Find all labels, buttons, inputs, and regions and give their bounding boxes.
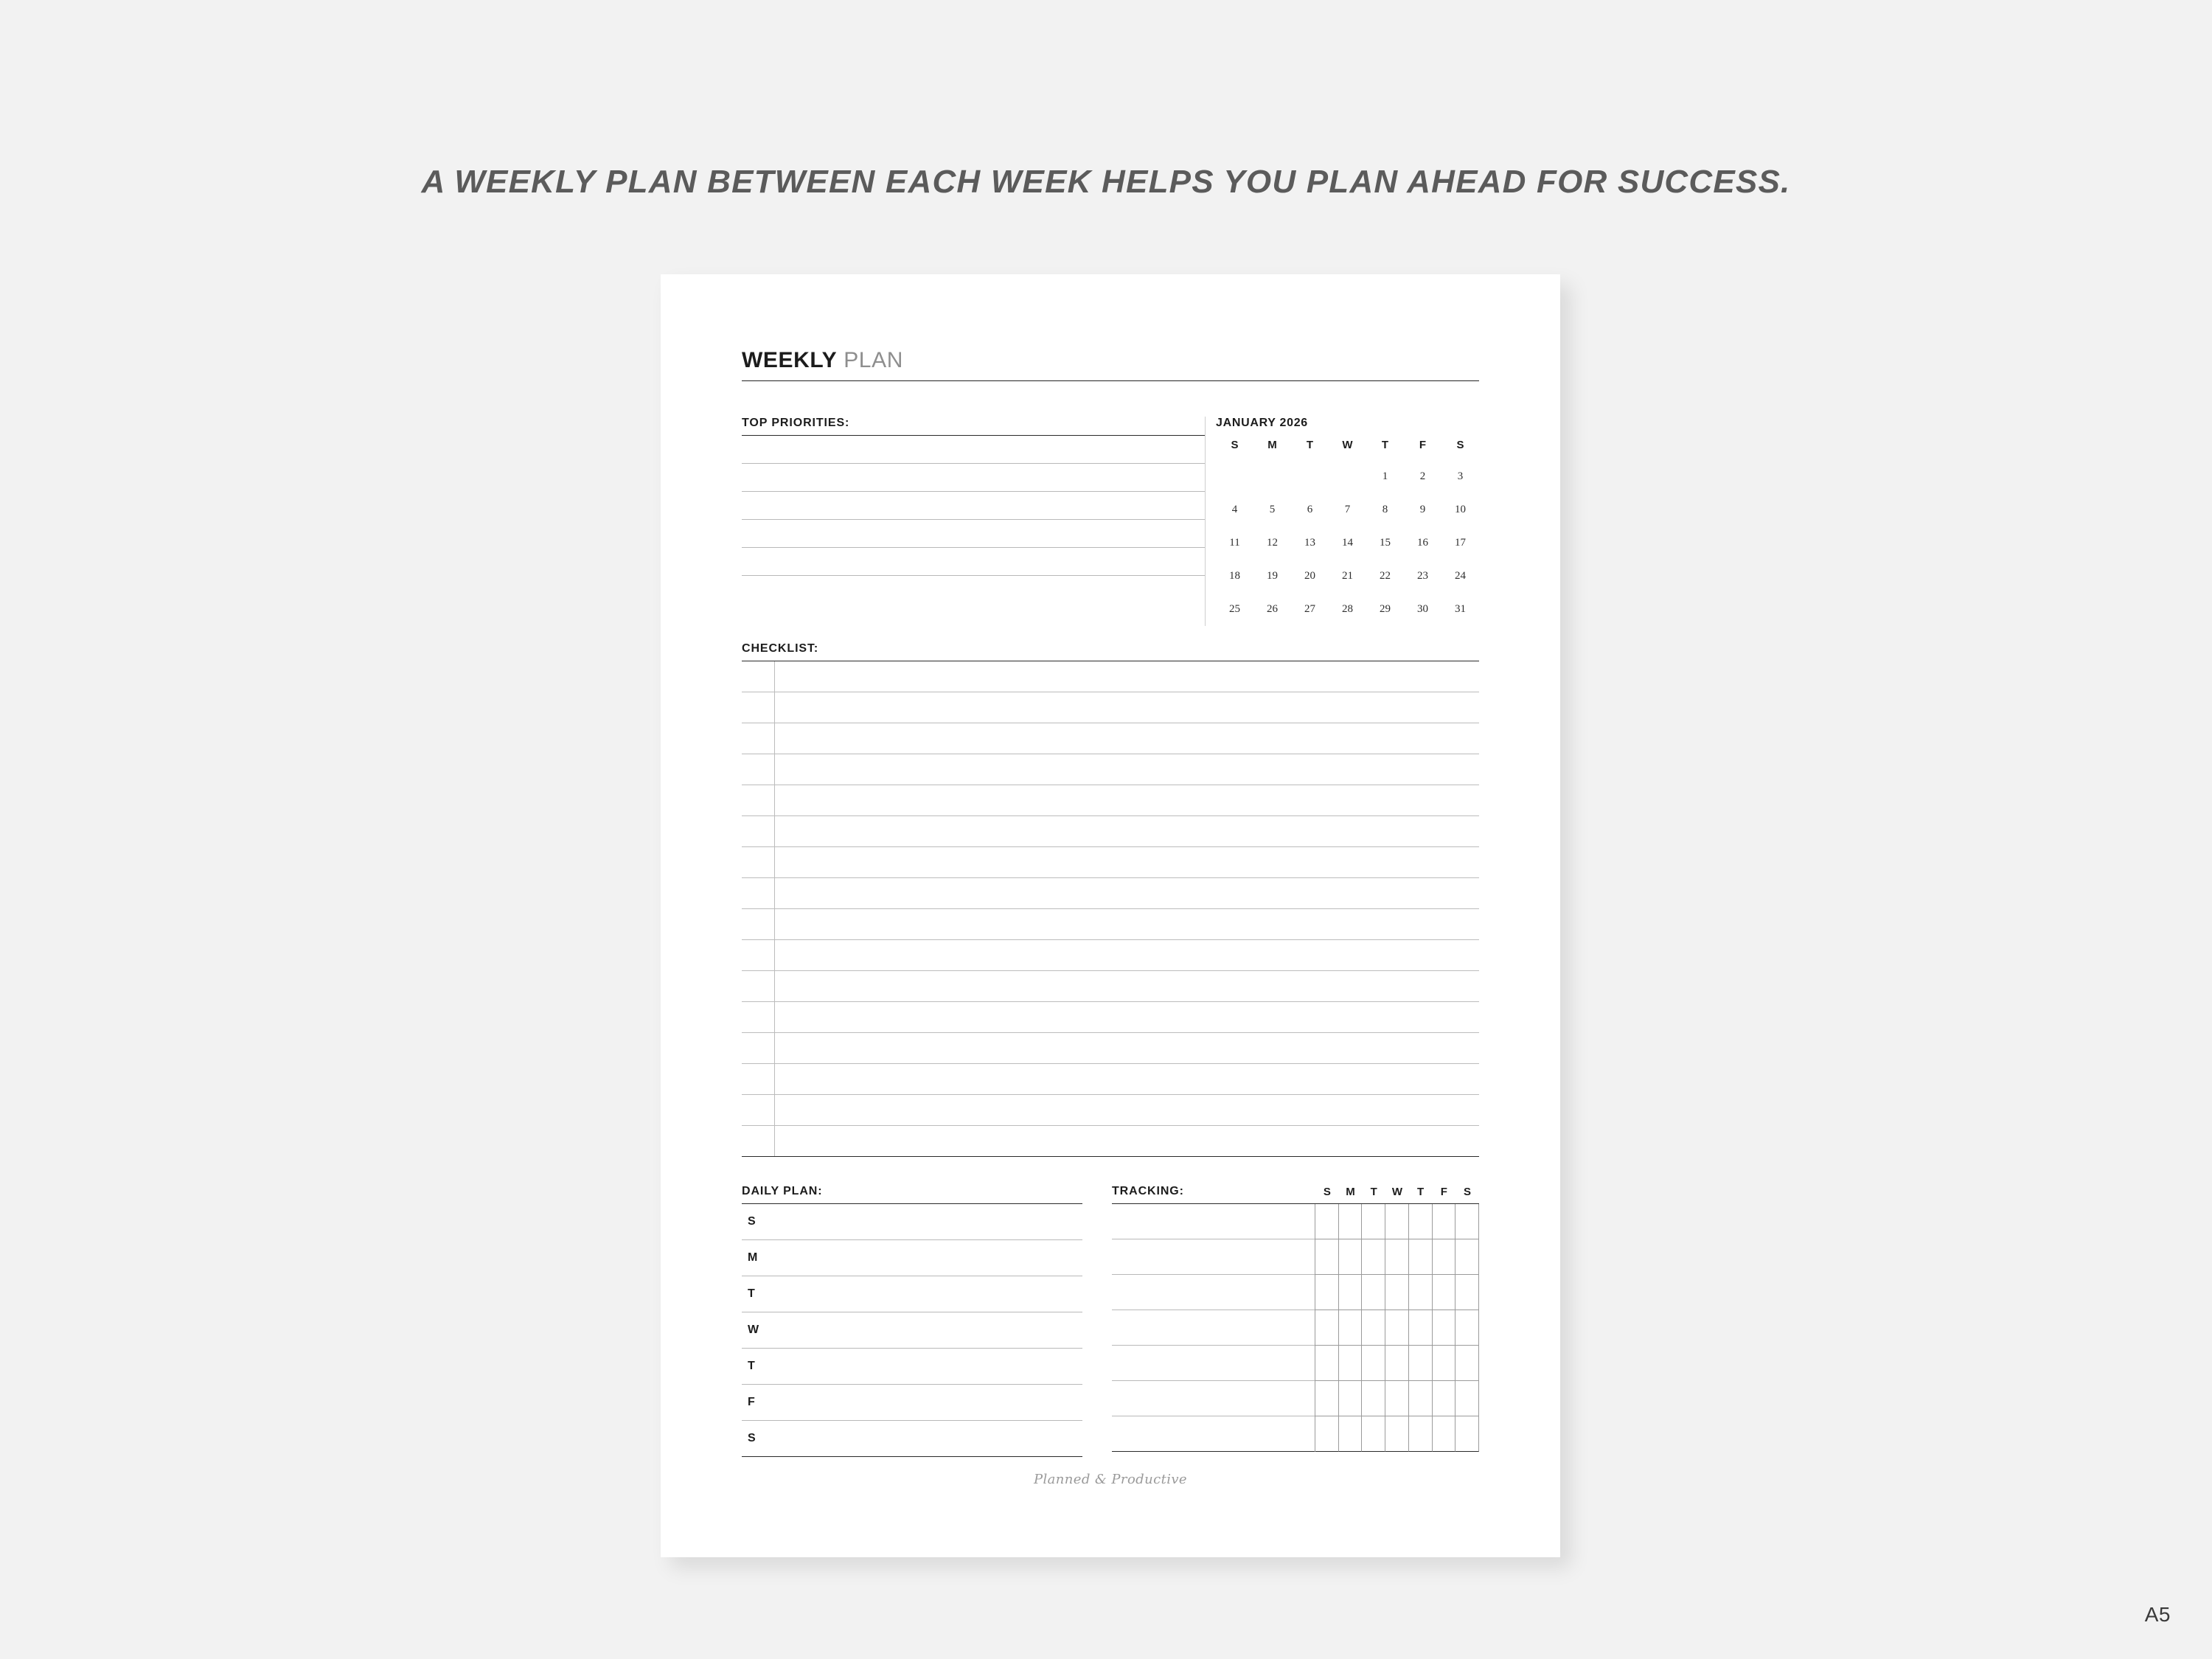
checkbox-cell[interactable] bbox=[742, 754, 775, 785]
priority-line[interactable] bbox=[742, 548, 1205, 576]
checklist-row[interactable] bbox=[742, 878, 1479, 909]
checkbox-cell[interactable] bbox=[742, 816, 775, 846]
calendar-day[interactable]: 6 bbox=[1307, 504, 1313, 515]
top-priorities-header bbox=[742, 417, 1205, 436]
calendar-week-row bbox=[1216, 593, 1479, 626]
calendar-weekday: M bbox=[1267, 439, 1277, 451]
checklist-write-area[interactable] bbox=[775, 1095, 1479, 1125]
priority-line[interactable] bbox=[742, 520, 1205, 548]
tracking-day-headers bbox=[1315, 1186, 1479, 1198]
checkbox-cell[interactable] bbox=[742, 1095, 775, 1125]
calendar-day[interactable]: 10 bbox=[1455, 504, 1466, 515]
calendar-day[interactable]: 24 bbox=[1455, 570, 1466, 582]
calendar-weekday: F bbox=[1419, 439, 1427, 451]
calendar-day[interactable]: 26 bbox=[1267, 603, 1278, 615]
tracking-cells[interactable] bbox=[1315, 1346, 1479, 1381]
tracking-day-header: S bbox=[1323, 1186, 1331, 1198]
tracking-write-area[interactable] bbox=[1112, 1381, 1315, 1416]
calendar-day[interactable]: 15 bbox=[1380, 537, 1391, 549]
tracking-cell[interactable] bbox=[1433, 1239, 1456, 1275]
checkbox-cell[interactable] bbox=[742, 1033, 775, 1063]
checkbox-cell[interactable] bbox=[742, 909, 775, 939]
tracking-write-area[interactable] bbox=[1112, 1275, 1315, 1310]
daily-day-letter: S bbox=[748, 1432, 756, 1444]
checklist-header bbox=[742, 642, 1479, 661]
checklist-row[interactable] bbox=[742, 1095, 1479, 1126]
tracking-cell[interactable] bbox=[1455, 1346, 1479, 1381]
calendar-day[interactable]: 22 bbox=[1380, 570, 1391, 582]
tracking-write-area[interactable] bbox=[1112, 1416, 1315, 1452]
checkbox-cell[interactable] bbox=[742, 971, 775, 1001]
tracking-cell[interactable] bbox=[1339, 1381, 1363, 1416]
daily-plan-row[interactable] bbox=[742, 1421, 1082, 1457]
tracking-cell[interactable] bbox=[1362, 1416, 1385, 1452]
tracking-cell[interactable] bbox=[1315, 1346, 1339, 1381]
top-priorities-block bbox=[742, 417, 1205, 626]
calendar-day[interactable]: 19 bbox=[1267, 570, 1278, 582]
calendar-day[interactable]: 3 bbox=[1457, 470, 1464, 482]
tracking-cell[interactable] bbox=[1455, 1381, 1479, 1416]
tracking-cell[interactable] bbox=[1433, 1416, 1456, 1452]
tracking-cell[interactable] bbox=[1409, 1239, 1433, 1275]
top-priorities-label: TOP PRIORITIES: bbox=[742, 417, 850, 429]
tracking-cell[interactable] bbox=[1409, 1381, 1433, 1416]
daily-plan-row[interactable] bbox=[742, 1349, 1082, 1385]
top-priorities-lines bbox=[742, 436, 1205, 576]
daily-plan-row[interactable] bbox=[742, 1240, 1082, 1276]
daily-day-letter: M bbox=[748, 1251, 758, 1264]
tracking-cell[interactable] bbox=[1455, 1275, 1479, 1310]
tracking-cell[interactable] bbox=[1362, 1204, 1385, 1239]
calendar-day[interactable]: 5 bbox=[1269, 504, 1276, 515]
checkbox-cell[interactable] bbox=[742, 723, 775, 754]
checkbox-cell[interactable] bbox=[742, 1126, 775, 1156]
checkbox-cell[interactable] bbox=[742, 1002, 775, 1032]
tracking-cell[interactable] bbox=[1455, 1416, 1479, 1452]
calendar-weekday: T bbox=[1306, 439, 1314, 451]
calendar-weekday: W bbox=[1342, 439, 1353, 451]
tracking-cell[interactable] bbox=[1339, 1204, 1363, 1239]
tracking-cell[interactable] bbox=[1409, 1275, 1433, 1310]
tracking-cell[interactable] bbox=[1362, 1346, 1385, 1381]
tracking-cell[interactable] bbox=[1409, 1204, 1433, 1239]
calendar-day[interactable]: 25 bbox=[1229, 603, 1240, 615]
checkbox-cell[interactable] bbox=[742, 661, 775, 692]
tracking-cell[interactable] bbox=[1433, 1204, 1456, 1239]
daily-day-letter: W bbox=[748, 1324, 759, 1336]
tracking-cell[interactable] bbox=[1385, 1239, 1409, 1275]
calendar-day[interactable]: 11 bbox=[1229, 537, 1240, 549]
tracking-row[interactable] bbox=[1112, 1275, 1479, 1310]
calendar-day[interactable] bbox=[1253, 460, 1291, 493]
calendar-week-row bbox=[1216, 493, 1479, 526]
tracking-cells[interactable] bbox=[1315, 1239, 1479, 1275]
checklist-write-area[interactable] bbox=[775, 661, 1479, 692]
checklist-write-area[interactable] bbox=[775, 1033, 1479, 1063]
tracking-cell[interactable] bbox=[1433, 1346, 1456, 1381]
tracking-write-area[interactable] bbox=[1112, 1310, 1315, 1346]
tracking-header bbox=[1112, 1185, 1479, 1204]
tracking-cell[interactable] bbox=[1362, 1310, 1385, 1346]
calendar-day[interactable]: 20 bbox=[1304, 570, 1315, 582]
checklist-rows bbox=[742, 661, 1479, 1157]
checklist-row[interactable] bbox=[742, 1064, 1479, 1095]
checklist-label: CHECKLIST: bbox=[742, 642, 819, 655]
calendar-weekday-row bbox=[1216, 438, 1479, 460]
tracking-cells[interactable] bbox=[1315, 1275, 1479, 1310]
tracking-write-area[interactable] bbox=[1112, 1204, 1315, 1239]
tracking-cell[interactable] bbox=[1385, 1346, 1409, 1381]
tracking-cell[interactable] bbox=[1455, 1239, 1479, 1275]
tracking-day-header: F bbox=[1440, 1186, 1447, 1198]
tracking-cell[interactable] bbox=[1385, 1381, 1409, 1416]
checklist-write-area[interactable] bbox=[775, 692, 1479, 723]
tracking-cell[interactable] bbox=[1339, 1239, 1363, 1275]
tracking-cell[interactable] bbox=[1455, 1310, 1479, 1346]
tracking-row[interactable] bbox=[1112, 1310, 1479, 1346]
checklist-row[interactable] bbox=[742, 940, 1479, 971]
calendar-title: JANUARY 2026 bbox=[1216, 417, 1308, 429]
calendar-day[interactable]: 16 bbox=[1417, 537, 1428, 549]
checkbox-cell[interactable] bbox=[742, 847, 775, 877]
tracking-row[interactable] bbox=[1112, 1381, 1479, 1416]
tracking-cell[interactable] bbox=[1339, 1275, 1363, 1310]
calendar-day[interactable] bbox=[1291, 460, 1329, 493]
calendar-day[interactable]: 29 bbox=[1380, 603, 1391, 615]
checklist-row[interactable] bbox=[742, 692, 1479, 723]
daily-plan-row[interactable] bbox=[742, 1204, 1082, 1240]
calendar-day[interactable]: 7 bbox=[1344, 504, 1351, 515]
calendar-day[interactable]: 14 bbox=[1342, 537, 1353, 549]
tracking-cell[interactable] bbox=[1339, 1346, 1363, 1381]
checklist-row[interactable] bbox=[742, 661, 1479, 692]
tracking-cell[interactable] bbox=[1339, 1310, 1363, 1346]
tracking-cell[interactable] bbox=[1385, 1416, 1409, 1452]
top-section bbox=[742, 417, 1479, 626]
checkbox-cell[interactable] bbox=[742, 1064, 775, 1094]
checklist-write-area[interactable] bbox=[775, 940, 1479, 970]
tracking-cell[interactable] bbox=[1433, 1310, 1456, 1346]
checklist-row[interactable] bbox=[742, 1033, 1479, 1064]
daily-plan-header bbox=[742, 1185, 1082, 1204]
tracking-cells[interactable] bbox=[1315, 1204, 1479, 1239]
calendar-weekday: T bbox=[1381, 439, 1389, 451]
calendar-day[interactable]: 27 bbox=[1304, 603, 1315, 615]
calendar-day[interactable]: 8 bbox=[1382, 504, 1388, 515]
tracking-cell[interactable] bbox=[1385, 1275, 1409, 1310]
calendar-week-row bbox=[1216, 526, 1479, 560]
checklist-row[interactable] bbox=[742, 847, 1479, 878]
checklist-row[interactable] bbox=[742, 754, 1479, 785]
tracking-row[interactable] bbox=[1112, 1416, 1479, 1452]
checklist-row[interactable] bbox=[742, 723, 1479, 754]
checklist-write-area[interactable] bbox=[775, 878, 1479, 908]
brand-footer: Planned & Productive bbox=[1034, 1472, 1187, 1487]
calendar-day[interactable] bbox=[1216, 460, 1253, 493]
tracking-cell[interactable] bbox=[1315, 1239, 1339, 1275]
tracking-cell[interactable] bbox=[1315, 1310, 1339, 1346]
calendar-weekday: S bbox=[1231, 439, 1239, 451]
tracking-cell[interactable] bbox=[1433, 1381, 1456, 1416]
calendar-week-row bbox=[1216, 560, 1479, 593]
calendar-day[interactable]: 2 bbox=[1419, 470, 1426, 482]
daily-plan-row[interactable] bbox=[742, 1276, 1082, 1312]
size-label: A5 bbox=[2144, 1603, 2171, 1626]
daily-plan-block bbox=[742, 1185, 1082, 1457]
tracking-cell[interactable] bbox=[1315, 1381, 1339, 1416]
tracking-row[interactable] bbox=[1112, 1204, 1479, 1239]
tracking-cell[interactable] bbox=[1385, 1204, 1409, 1239]
calendar-block bbox=[1205, 417, 1479, 626]
planner-page bbox=[661, 274, 1560, 1557]
checklist-row[interactable] bbox=[742, 1126, 1479, 1157]
tracking-day-header: T bbox=[1370, 1186, 1377, 1198]
checklist-write-area[interactable] bbox=[775, 847, 1479, 877]
page-title-light: PLAN bbox=[844, 348, 903, 372]
calendar-day[interactable]: 13 bbox=[1304, 537, 1315, 549]
calendar-day[interactable]: 23 bbox=[1417, 570, 1428, 582]
tracking-day-header: M bbox=[1346, 1186, 1355, 1198]
page-headline: A WEEKLY PLAN BETWEEN EACH WEEK HELPS YOU PLAN AHEAD FOR SUCCESS. bbox=[421, 164, 1791, 200]
tracking-cell[interactable] bbox=[1385, 1310, 1409, 1346]
checklist-row[interactable] bbox=[742, 971, 1479, 1002]
calendar-day[interactable]: 17 bbox=[1455, 537, 1466, 549]
checkbox-cell[interactable] bbox=[742, 785, 775, 815]
daily-plan-row[interactable] bbox=[742, 1312, 1082, 1349]
tracking-cell[interactable] bbox=[1362, 1381, 1385, 1416]
tracking-cell[interactable] bbox=[1315, 1275, 1339, 1310]
tracking-cell[interactable] bbox=[1409, 1310, 1433, 1346]
calendar-grid bbox=[1216, 438, 1479, 626]
tracking-cell[interactable] bbox=[1455, 1204, 1479, 1239]
checklist-write-area[interactable] bbox=[775, 816, 1479, 846]
checklist-row[interactable] bbox=[742, 1002, 1479, 1033]
checklist-row[interactable] bbox=[742, 909, 1479, 940]
checklist-write-area[interactable] bbox=[775, 1002, 1479, 1032]
tracking-cells[interactable] bbox=[1315, 1416, 1479, 1452]
checklist-row[interactable] bbox=[742, 785, 1479, 816]
calendar-day[interactable]: 4 bbox=[1231, 504, 1238, 515]
calendar-weekday: S bbox=[1456, 439, 1464, 451]
tracking-write-area[interactable] bbox=[1112, 1239, 1315, 1275]
daily-day-letter: T bbox=[748, 1287, 755, 1300]
calendar-day[interactable]: 31 bbox=[1455, 603, 1466, 615]
daily-plan-label: DAILY PLAN: bbox=[742, 1185, 823, 1197]
checklist-write-area[interactable] bbox=[775, 723, 1479, 754]
checklist-write-area[interactable] bbox=[775, 971, 1479, 1001]
priority-line[interactable] bbox=[742, 464, 1205, 492]
checklist-write-area[interactable] bbox=[775, 1126, 1479, 1156]
page-title bbox=[742, 348, 1479, 381]
calendar-day[interactable]: 28 bbox=[1342, 603, 1353, 615]
checklist-write-area[interactable] bbox=[775, 754, 1479, 785]
daily-plan-row[interactable] bbox=[742, 1385, 1082, 1421]
checkbox-cell[interactable] bbox=[742, 878, 775, 908]
tracking-label: TRACKING: bbox=[1112, 1185, 1184, 1197]
bottom-section bbox=[742, 1185, 1479, 1457]
daily-day-letter: S bbox=[748, 1215, 756, 1228]
tracking-cell[interactable] bbox=[1339, 1416, 1363, 1452]
tracking-cell[interactable] bbox=[1362, 1239, 1385, 1275]
checklist-write-area[interactable] bbox=[775, 785, 1479, 815]
planner-content bbox=[742, 348, 1479, 1487]
checkbox-cell[interactable] bbox=[742, 692, 775, 723]
tracking-cell[interactable] bbox=[1362, 1275, 1385, 1310]
tracking-write-area[interactable] bbox=[1112, 1346, 1315, 1381]
tracking-cell[interactable] bbox=[1433, 1275, 1456, 1310]
priority-line[interactable] bbox=[742, 436, 1205, 464]
tracking-cell[interactable] bbox=[1409, 1346, 1433, 1381]
checklist-block bbox=[742, 642, 1479, 1157]
tracking-day-header: S bbox=[1463, 1186, 1471, 1198]
calendar-day[interactable]: 9 bbox=[1419, 504, 1426, 515]
checklist-row[interactable] bbox=[742, 816, 1479, 847]
tracking-cells[interactable] bbox=[1315, 1310, 1479, 1346]
tracking-row[interactable] bbox=[1112, 1346, 1479, 1381]
calendar-week-row bbox=[1216, 460, 1479, 493]
calendar-day[interactable]: 12 bbox=[1267, 537, 1278, 549]
tracking-row[interactable] bbox=[1112, 1239, 1479, 1275]
checklist-write-area[interactable] bbox=[775, 909, 1479, 939]
daily-day-letter: F bbox=[748, 1396, 755, 1408]
tracking-cell[interactable] bbox=[1409, 1416, 1433, 1452]
checklist-write-area[interactable] bbox=[775, 1064, 1479, 1094]
checkbox-cell[interactable] bbox=[742, 940, 775, 970]
calendar-day[interactable] bbox=[1329, 460, 1366, 493]
tracking-day-header: W bbox=[1391, 1186, 1402, 1198]
daily-day-letter: T bbox=[748, 1360, 755, 1372]
calendar-day[interactable]: 1 bbox=[1382, 470, 1388, 482]
priority-line[interactable] bbox=[742, 492, 1205, 520]
tracking-cell[interactable] bbox=[1315, 1204, 1339, 1239]
calendar-day[interactable]: 21 bbox=[1342, 570, 1353, 582]
tracking-block bbox=[1112, 1185, 1479, 1457]
page-title-bold: WEEKLY bbox=[742, 348, 838, 372]
calendar-day[interactable]: 18 bbox=[1229, 570, 1240, 582]
calendar-day[interactable]: 30 bbox=[1417, 603, 1428, 615]
tracking-cells[interactable] bbox=[1315, 1381, 1479, 1416]
tracking-day-header: T bbox=[1417, 1186, 1425, 1198]
tracking-cell[interactable] bbox=[1315, 1416, 1339, 1452]
